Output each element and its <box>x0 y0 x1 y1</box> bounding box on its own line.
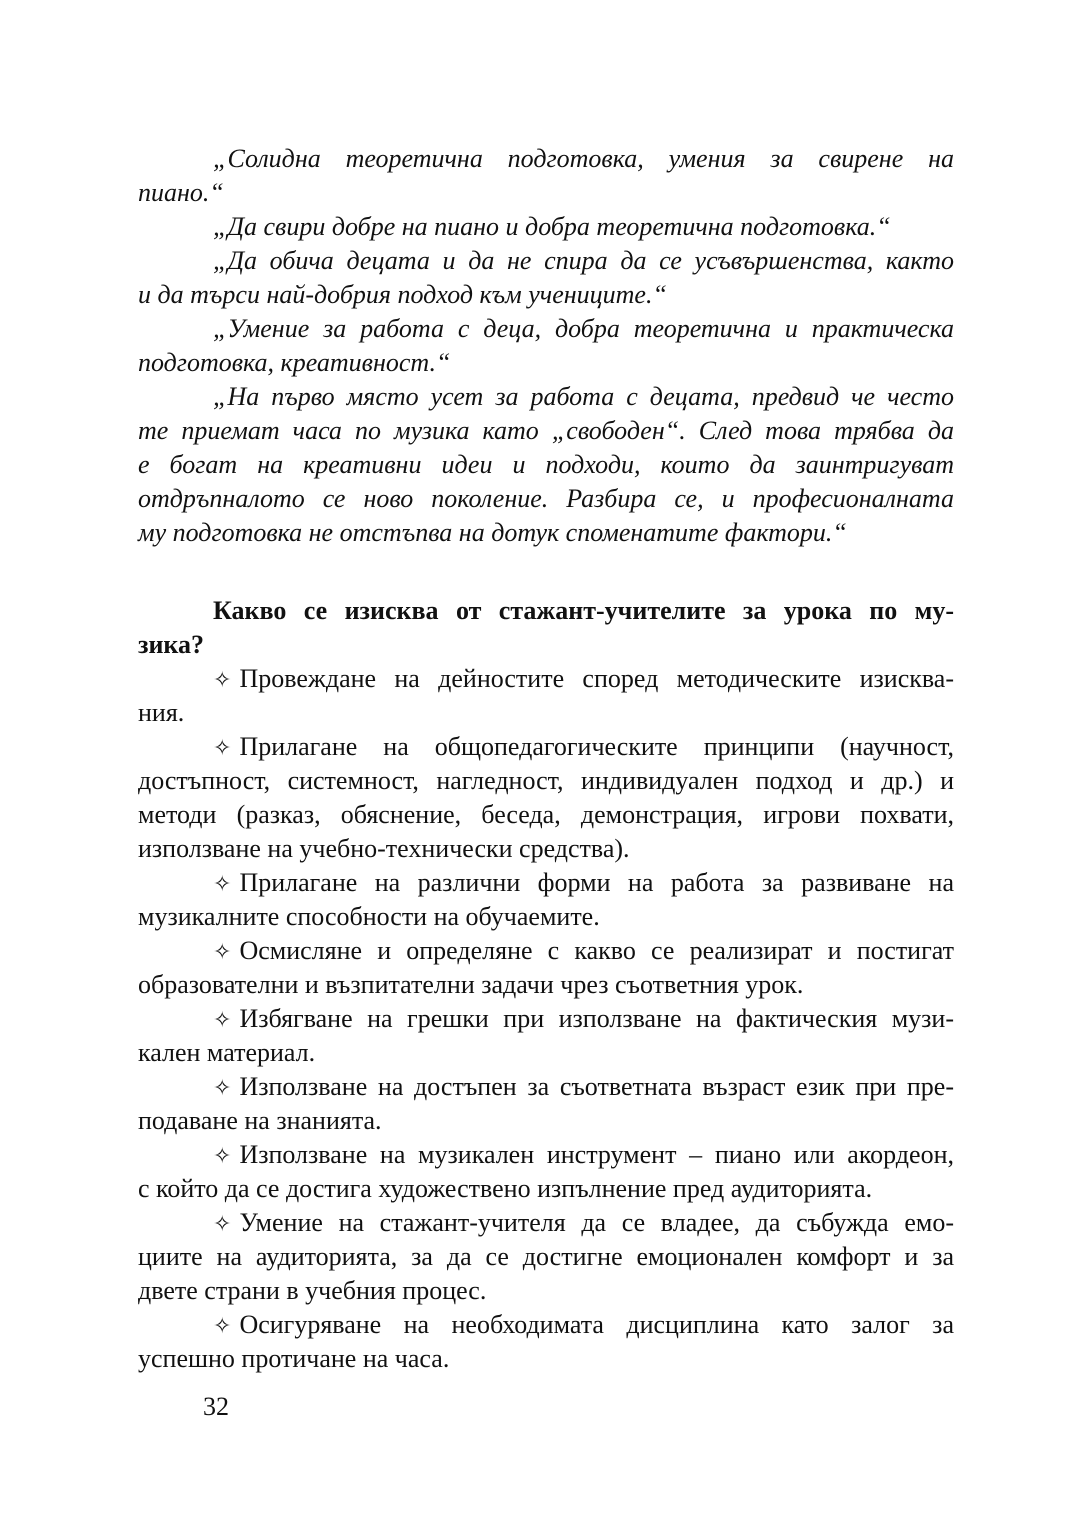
list-item-line: методи (разказ, обяснение, беседа, демонстрация, игрови похвати, <box>138 800 954 829</box>
quote-line: отдръпналото се ново поколение. Разбира се, и професионалната <box>138 484 954 513</box>
list-item <box>138 1070 954 1138</box>
list-item-line: успешно протичане на часа. <box>138 1344 450 1373</box>
list-item-line: с който да се достига художествено изпълнение пред аудиторията. <box>138 1174 873 1203</box>
quote-paragraph <box>138 312 954 380</box>
heading-line: зика? <box>138 630 205 659</box>
quote-paragraph <box>138 142 954 210</box>
list-item-first-line <box>138 1206 954 1240</box>
section-spacer <box>138 550 954 594</box>
list-item <box>138 1002 954 1070</box>
sparkle-bullet-icon: ✧ <box>213 1314 232 1339</box>
sparkle-bullet-icon: ✧ <box>213 668 232 693</box>
list-item <box>138 730 954 866</box>
quote-line: пиано.“ <box>138 178 224 207</box>
sparkle-bullet-icon: ✧ <box>213 1076 232 1101</box>
sparkle-bullet-icon: ✧ <box>213 1008 232 1033</box>
sparkle-bullet-icon: ✧ <box>213 872 232 897</box>
list-item-first-line <box>138 730 954 764</box>
list-item-first-line <box>138 1308 954 1342</box>
list-item-text: Осигуряване на необходимата дисциплина като залог за <box>239 1310 954 1339</box>
sparkle-bullet-icon: ✧ <box>213 736 232 761</box>
list-item <box>138 662 954 730</box>
quote-line: „Да свири добре на пиано и добра теоретична подготовка.“ <box>213 212 891 241</box>
page-body <box>138 142 954 1376</box>
quote-line: „Солидна теоретична подготовка, умения за свирене на <box>213 144 954 173</box>
page-number: 32 <box>203 1392 229 1421</box>
section-heading <box>138 594 954 662</box>
heading-line: Какво се изисква от стажант-учителите за урока по му- <box>213 596 954 625</box>
list-item-first-line <box>138 1070 954 1104</box>
sparkle-bullet-icon: ✧ <box>213 1144 232 1169</box>
list-item <box>138 1138 954 1206</box>
list-item-line: музикалните способности на обучаемите. <box>138 902 600 931</box>
quote-paragraph <box>138 244 954 312</box>
quote-line: и да търси най-добрия подход към учениците.“ <box>138 280 667 309</box>
list-item-text: Прилагане на различни форми на работа за развиване на <box>239 868 954 897</box>
list-item <box>138 1308 954 1376</box>
list-item-line: образователни и възпитателни задачи чрез съответния урок. <box>138 970 804 999</box>
list-item-text: Прилагане на общопедагогическите принципи (научност, <box>239 732 954 761</box>
list-item <box>138 866 954 934</box>
list-item-text: Избягване на грешки при използване на фактическия музи- <box>239 1004 954 1033</box>
list-item-text: Провеждане на дейностите според методическите изисква- <box>239 664 954 693</box>
quote-line: „Да обича децата и да не спира да се усъвършенства, както <box>213 246 954 275</box>
quote-line: му подготовка не отстъпва на дотук споменатите фактори.“ <box>138 518 847 547</box>
list-item-first-line <box>138 1138 954 1172</box>
list-item-text: Умение на стажант-учителя да се владее, да събужда емо- <box>239 1208 954 1237</box>
list-item-first-line <box>138 866 954 900</box>
list-item-line: кален материал. <box>138 1038 316 1067</box>
sparkle-bullet-icon: ✧ <box>213 1212 232 1237</box>
quote-line: подготовка, креативност.“ <box>138 348 451 377</box>
quote-paragraph <box>138 210 954 244</box>
list-item-first-line <box>138 662 954 696</box>
quote-line: „Умение за работа с деца, добра теоретична и практическа <box>213 314 954 343</box>
quote-line: е богат на креативни идеи и подходи, които да заинтригуват <box>138 450 954 479</box>
list-item-text: Използване на достъпен за съответната възраст език при пре- <box>239 1072 954 1101</box>
list-item-text: Осмисляне и определяне с какво се реализират и постигат <box>239 936 954 965</box>
list-item <box>138 934 954 1002</box>
list-item <box>138 1206 954 1308</box>
list-item-line: ния. <box>138 698 185 727</box>
quote-line: „На първо място усет за работа с децата, предвид че често <box>213 382 954 411</box>
list-item-line: използване на учебно-технически средства). <box>138 834 630 863</box>
list-item-line: циите на аудиторията, за да се достигне емоционален комфорт и за <box>138 1242 954 1271</box>
list-item-line: подаване на знанията. <box>138 1106 382 1135</box>
sparkle-bullet-icon: ✧ <box>213 940 232 965</box>
list-item-line: достъпност, системност, нагледност, индивидуален подход и др.) и <box>138 766 954 795</box>
list-item-text: Използване на музикален инструмент – пиано или акордеон, <box>239 1140 954 1169</box>
quote-paragraph <box>138 380 954 550</box>
list-item-line: двете страни в учебния процес. <box>138 1276 487 1305</box>
quote-line: те приемат часа по музика като „свободен“. След това трябва да <box>138 416 954 445</box>
list-item-first-line <box>138 1002 954 1036</box>
list-item-first-line <box>138 934 954 968</box>
